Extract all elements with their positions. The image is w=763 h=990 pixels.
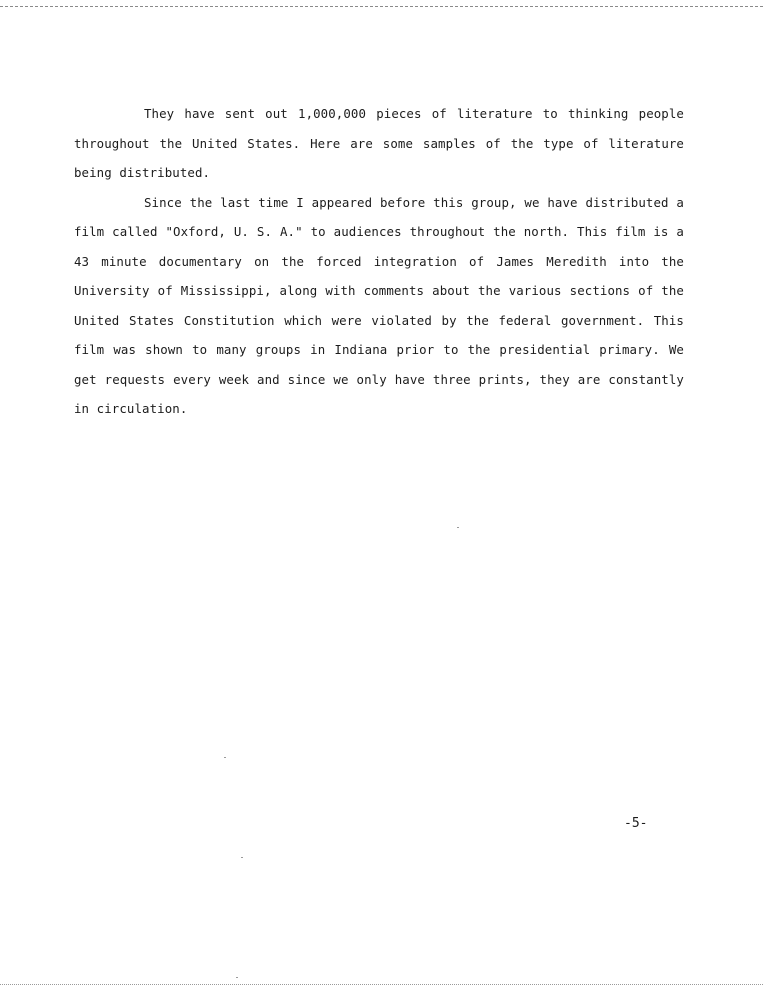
scan-speck <box>241 857 243 858</box>
scan-speck <box>236 977 238 978</box>
page-number: -5- <box>624 816 648 831</box>
paragraph-film: Since the last time I appeared before this group, we have distributed a film called "Oxford, U. S. A." to audiences throughout the north. This film is a 43 minute documentary on the forced integration of James Meredith into the University of Mississippi, along with comments about the various sections of the United States Constitution which were violated by the federal government. This film was shown to many groups in Indiana prior to the presidential primary. We get requests every week and since we only have three prints, they are constantly in circulation. <box>74 194 684 416</box>
scan-speck <box>457 527 459 528</box>
scan-bottom-edge <box>0 984 763 985</box>
paragraph-literature: They have sent out 1,000,000 pieces of literature to thinking people throughout the United States. Here are some samples of the type of literature being distributed. <box>74 106 684 180</box>
scan-speck <box>224 757 226 758</box>
scan-top-edge <box>0 0 763 7</box>
document-body <box>74 99 684 424</box>
